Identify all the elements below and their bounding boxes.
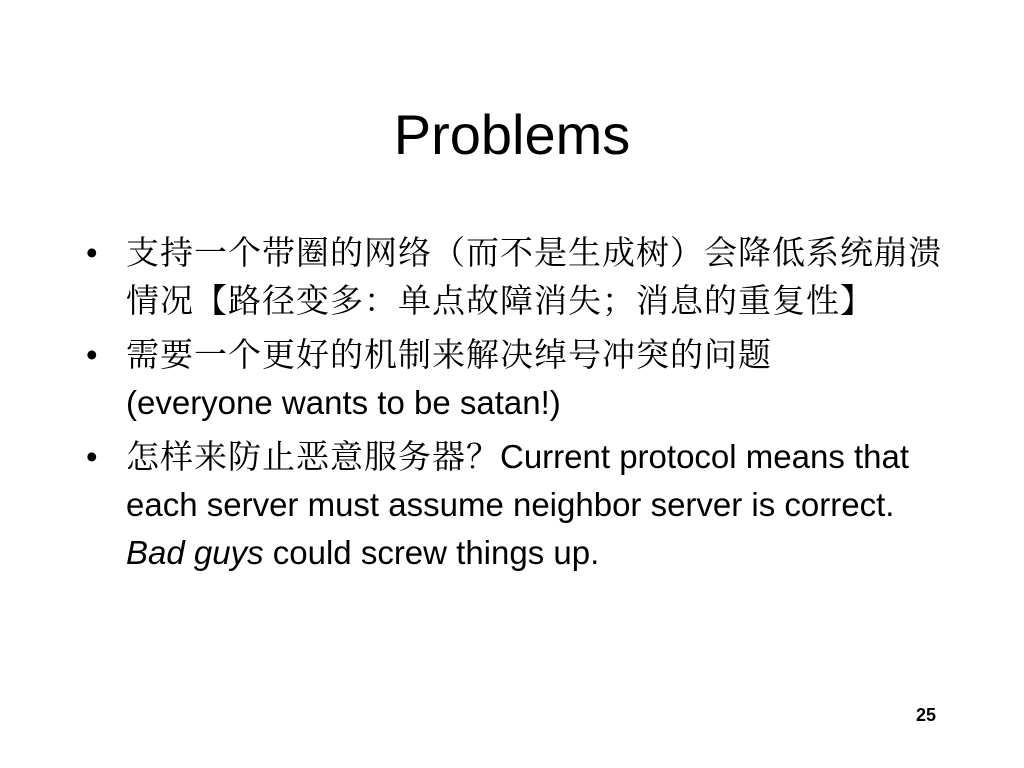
bullet-item-3 [84,433,944,577]
bullet-text [126,229,944,325]
bullet-marker: • [86,336,98,373]
bullet-list [84,229,944,583]
bullet-latin-text: Current protocol means that each server must assume neighbor server is correct. [126,438,910,523]
bullet-latin-text-end: could screw things up. [263,534,600,571]
bullet-marker: • [86,234,98,271]
bullet-italic-text: Bad guys [126,534,264,571]
slide-title: Problems [393,103,631,166]
bullet-cjk-text: 需要一个更好的机制来解决绰号冲突的问题 [126,335,772,374]
bullet-text [126,331,944,427]
page-number: 25 [915,705,936,725]
bullet-cjk-text: 怎样来防止恶意服务器？ [126,437,500,476]
bullet-latin-text: (everyone wants to be satan!) [126,384,561,421]
bullet-item-2 [84,331,944,427]
bullet-marker: • [86,438,98,475]
bullet-text [126,433,944,577]
bullet-cjk-text: 支持一个带圈的网络（而不是生成树）会降低系统崩溃情况【路径变多：单点故障消失；消息的重复性】 [126,233,942,320]
bullet-item-1 [84,229,944,325]
